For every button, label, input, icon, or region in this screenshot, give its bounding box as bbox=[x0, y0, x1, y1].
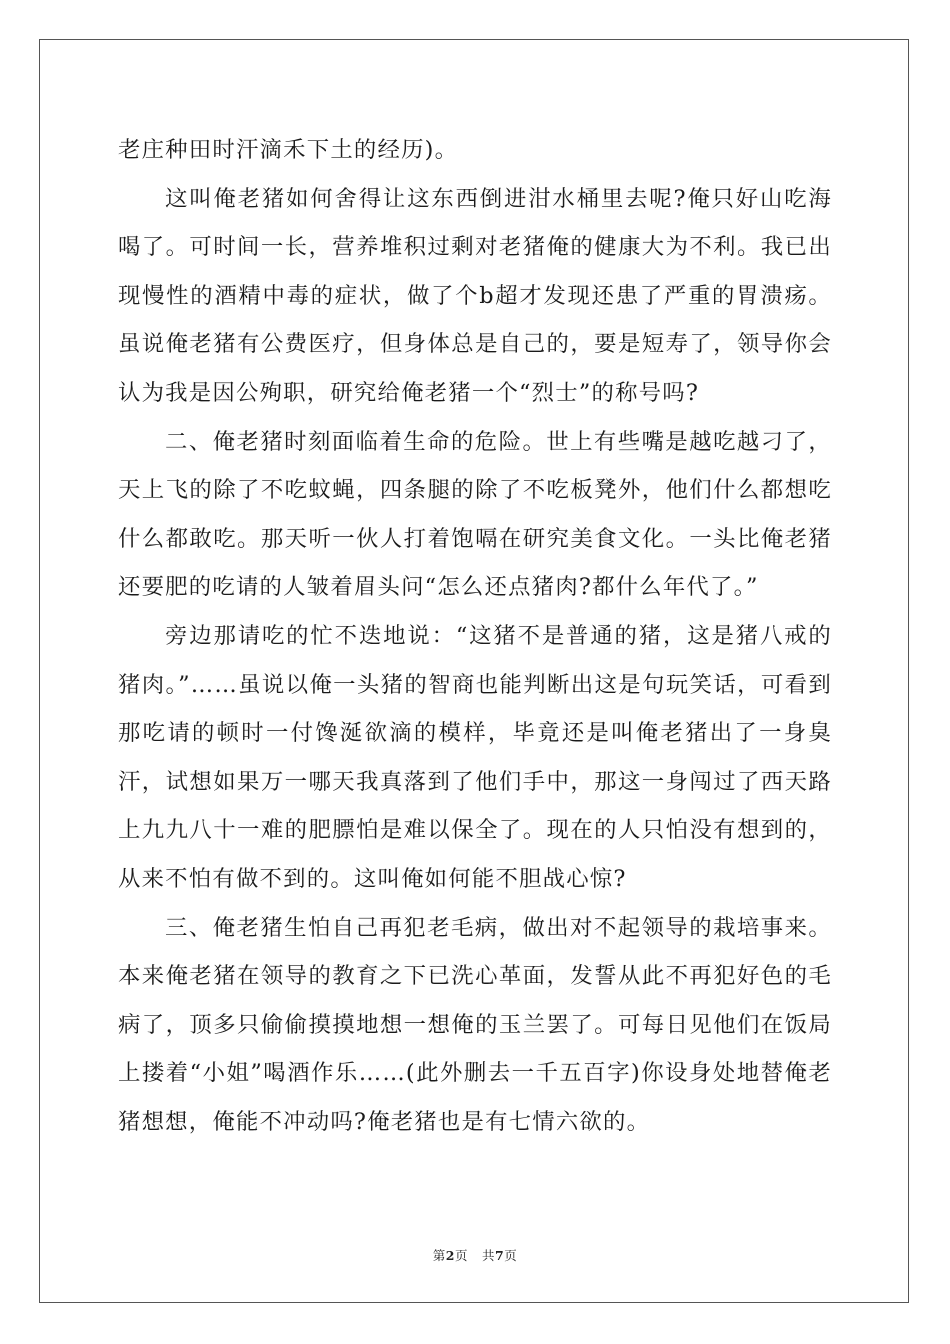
page-total: 7 bbox=[495, 1248, 505, 1263]
page-prefix: 第 bbox=[432, 1248, 446, 1263]
paragraph-3: 二、俺老猪时刻面临着生命的危险。世上有些嘴是越吃越刁了，天上飞的除了不吃蚊蝇，四条腿的除了不吃板凳外，他们什么都想吃什么都敢吃。那天听一伙人打着饱嗝在研究美食文化。一头比俺老猪还要肥的吃请的人皱着眉头问“怎么还点猪肉?都什么年代了。” bbox=[118, 428, 832, 601]
page-suffix: 页 bbox=[454, 1248, 468, 1263]
paragraph-5: 三、俺老猪生怕自己再犯老毛病，做出对不起领导的栽培事来。本来俺老猪在领导的教育之下已洗心革面，发誓从此不再犯好色的毛病了，顶多只偷偷摸摸地想一想俺的玉兰罢了。可每日见他们在饭局上搂着“小姐”喝酒作乐……(此外删去一千五百字)你设身处地替俺老猪想想，俺能不冲动吗?俺老猪也是有七情六欲的。 bbox=[118, 914, 832, 1135]
page-footer bbox=[0, 1246, 950, 1264]
paragraph-4: 旁边那请吃的忙不迭地说：“这猪不是普通的猪，这是猪八戒的猪肉。”……虽说以俺一头猪的智商也能判断出这是句玩笑话，可看到那吃请的顿时一付馋涎欲滴的模样，毕竟还是叫俺老猪出了一身臭汗，试想如果万一哪天我真落到了他们手中，那这一身闯过了西天路上九九八十一难的肥膘怕是难以保全了。现在的人只怕没有想到的，从来不怕有做不到的。这叫俺如何能不胆战心惊? bbox=[118, 622, 832, 892]
paragraph-1: 老庄种田时汗滴禾下土的经历)。 bbox=[118, 137, 459, 163]
document-body bbox=[118, 126, 832, 1146]
paragraph-2: 这叫俺老猪如何舍得让这东西倒进泔水桶里去呢?俺只好山吃海喝了。可时间一长，营养堆积过剩对老猪俺的健康大为不利。我已出现慢性的酒精中毒的症状，做了个b超才发现还患了严重的胃溃疡。虽说俺老猪有公费医疗，但身体总是自己的，要是短寿了，领导你会认为我是因公殉职，研究给俺老猪一个“烈士”的称号吗? bbox=[118, 185, 832, 406]
total-prefix: 共 bbox=[482, 1248, 496, 1263]
page-current: 2 bbox=[445, 1248, 455, 1263]
total-suffix: 页 bbox=[504, 1248, 518, 1263]
